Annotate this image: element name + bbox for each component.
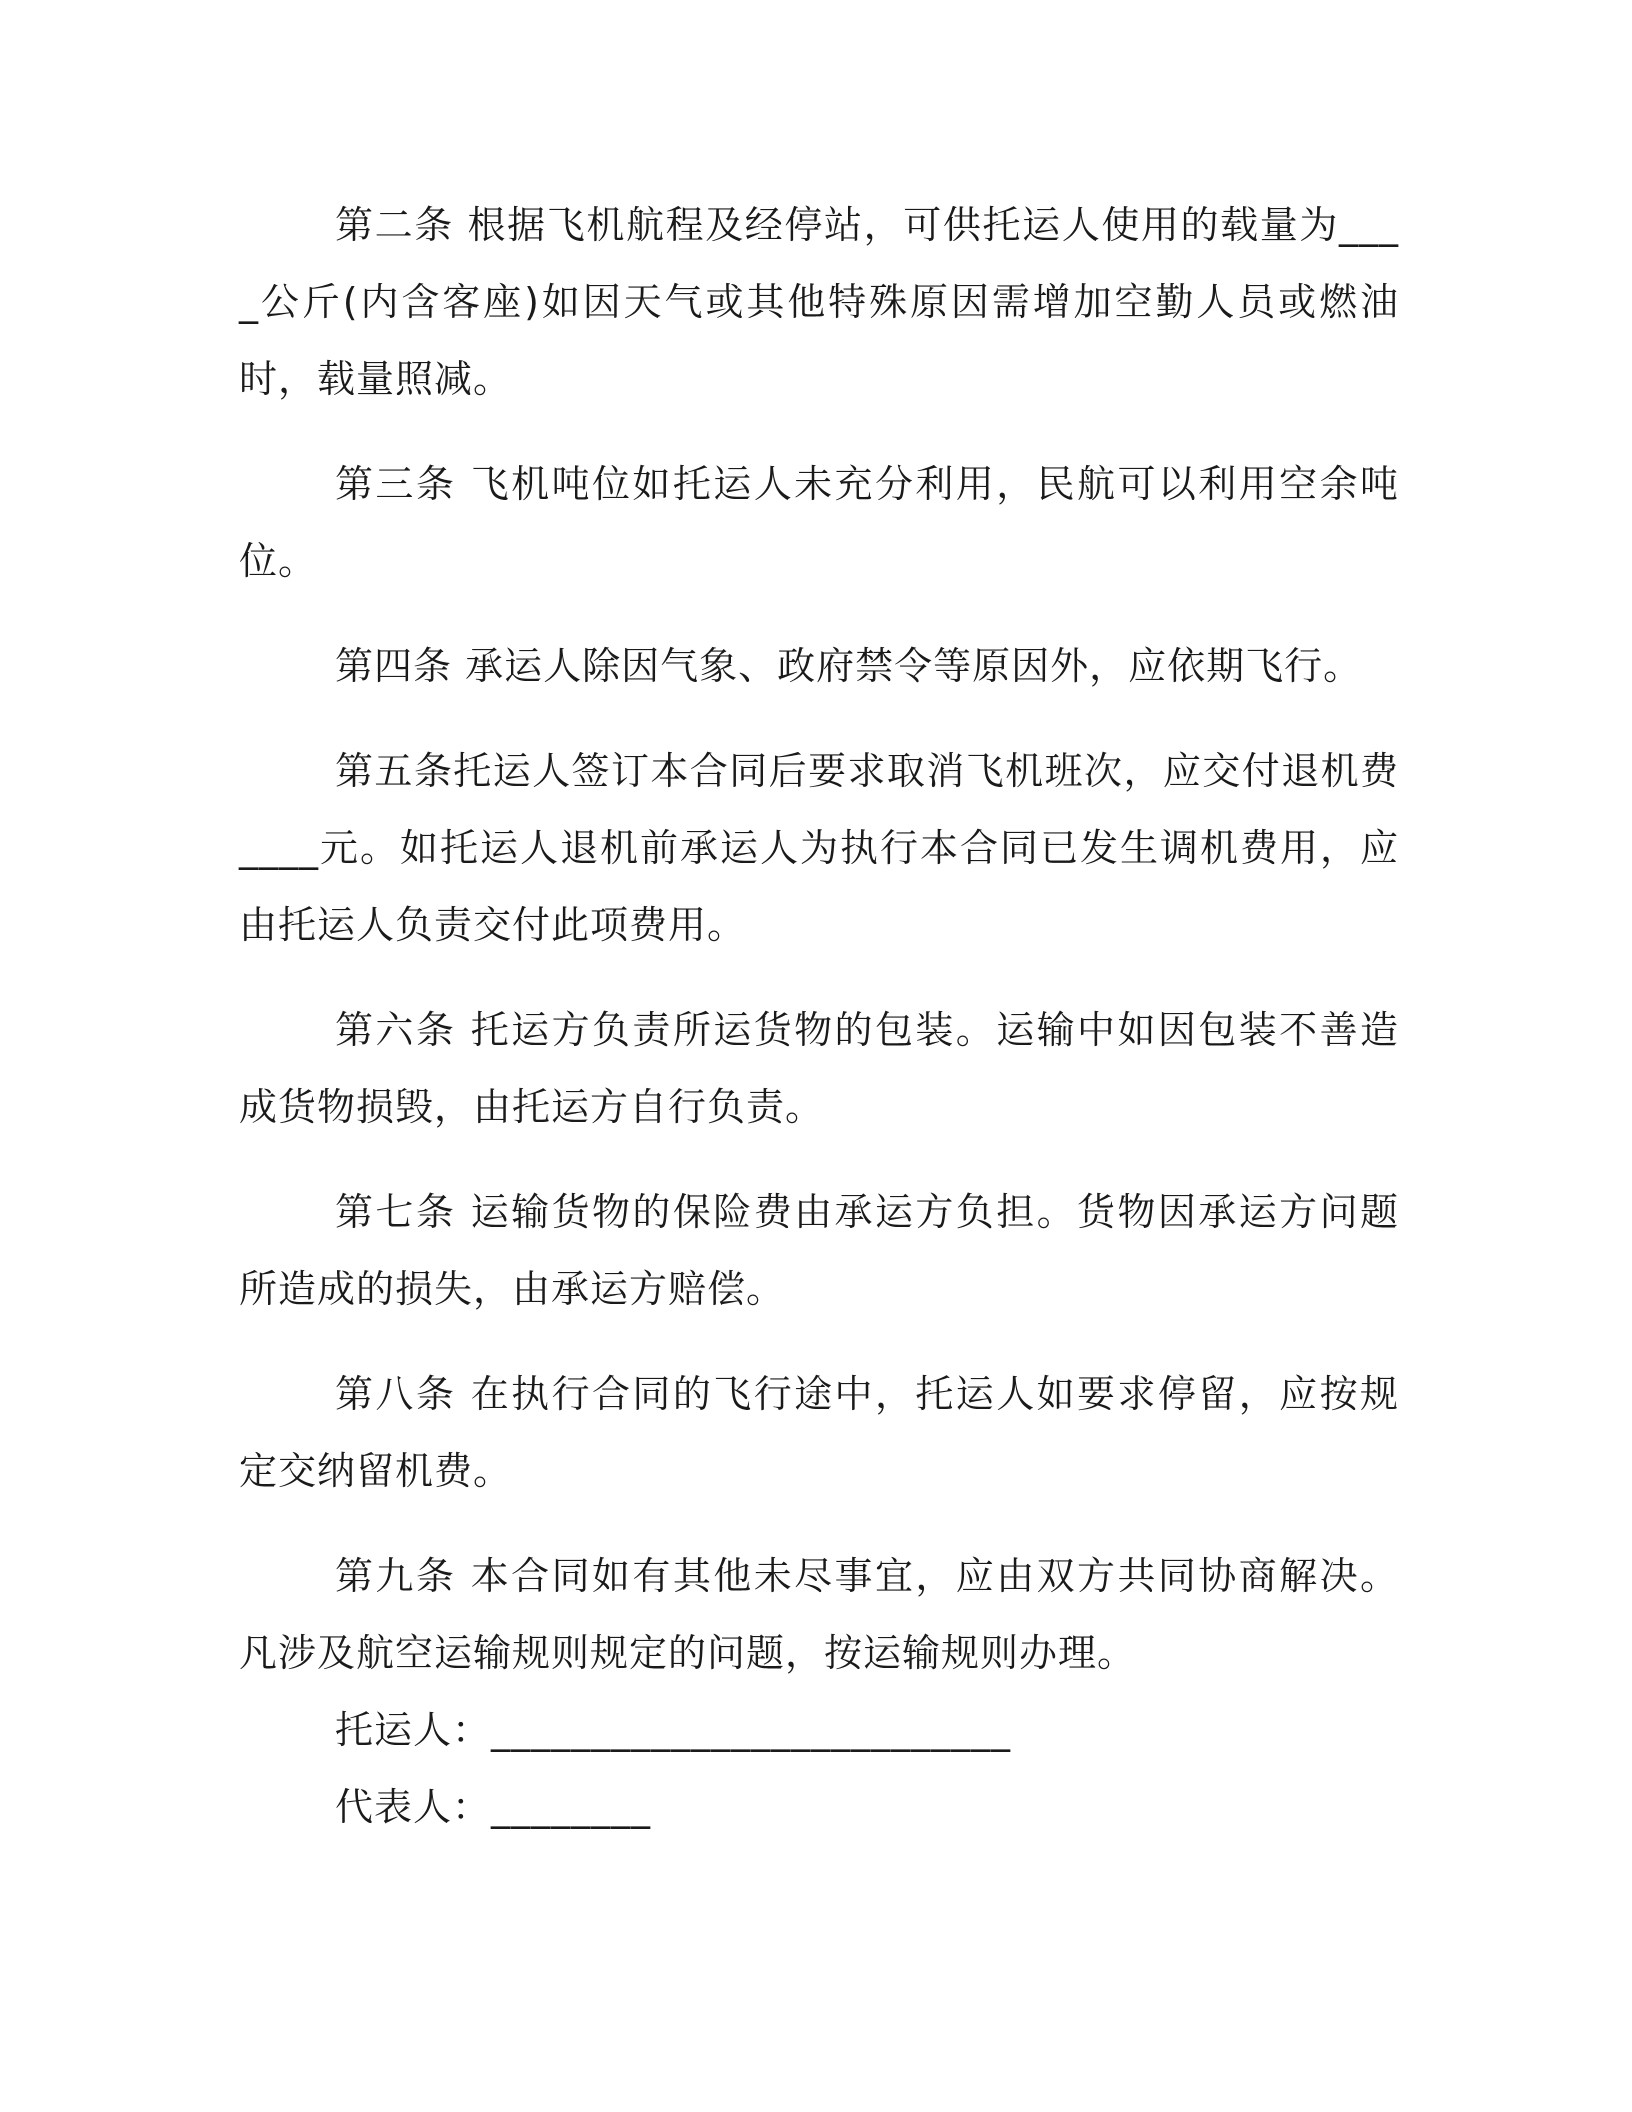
article-6-paragraph: 第六条 托运方负责所运货物的包装。运输中如因包装不善造成货物损毁，由托运方自行负责。 [239, 1008, 1399, 1129]
representative-signature-line: 代表人：________ [335, 1785, 652, 1829]
article-8-paragraph: 第八条 在执行合同的飞行途中，托运人如要求停留，应按规定交纳留机费。 [239, 1372, 1399, 1493]
article-3-paragraph: 第三条 飞机吨位如托运人未充分利用，民航可以利用空余吨位。 [239, 462, 1399, 583]
article-9-paragraph: 第九条 本合同如有其他未尽事宜，应由双方共同协商解决。凡涉及航空运输规则规定的问题，按运输规则办理。 [239, 1554, 1399, 1675]
article-4-paragraph: 第四条 承运人除因气象、政府禁令等原因外，应依期飞行。 [335, 644, 1363, 688]
article-7-paragraph: 第七条 运输货物的保险费由承运方负担。货物因承运方问题所造成的损失，由承运方赔偿。 [239, 1190, 1399, 1311]
shipper-signature-line: 托运人：__________________________ [335, 1708, 1012, 1752]
article-5-paragraph: 第五条托运人签订本合同后要求取消飞机班次，应交付退机费____元。如托运人退机前承运人为执行本合同已发生调机费用，应由托运人负责交付此项费用。 [239, 749, 1399, 947]
contract-body [239, 187, 1399, 1846]
article-2-paragraph: 第二条 根据飞机航程及经停站，可供托运人使用的载量为____公斤(内含客座)如因天气或其他特殊原因需增加空勤人员或燃油时，载量照减。 [239, 203, 1399, 401]
